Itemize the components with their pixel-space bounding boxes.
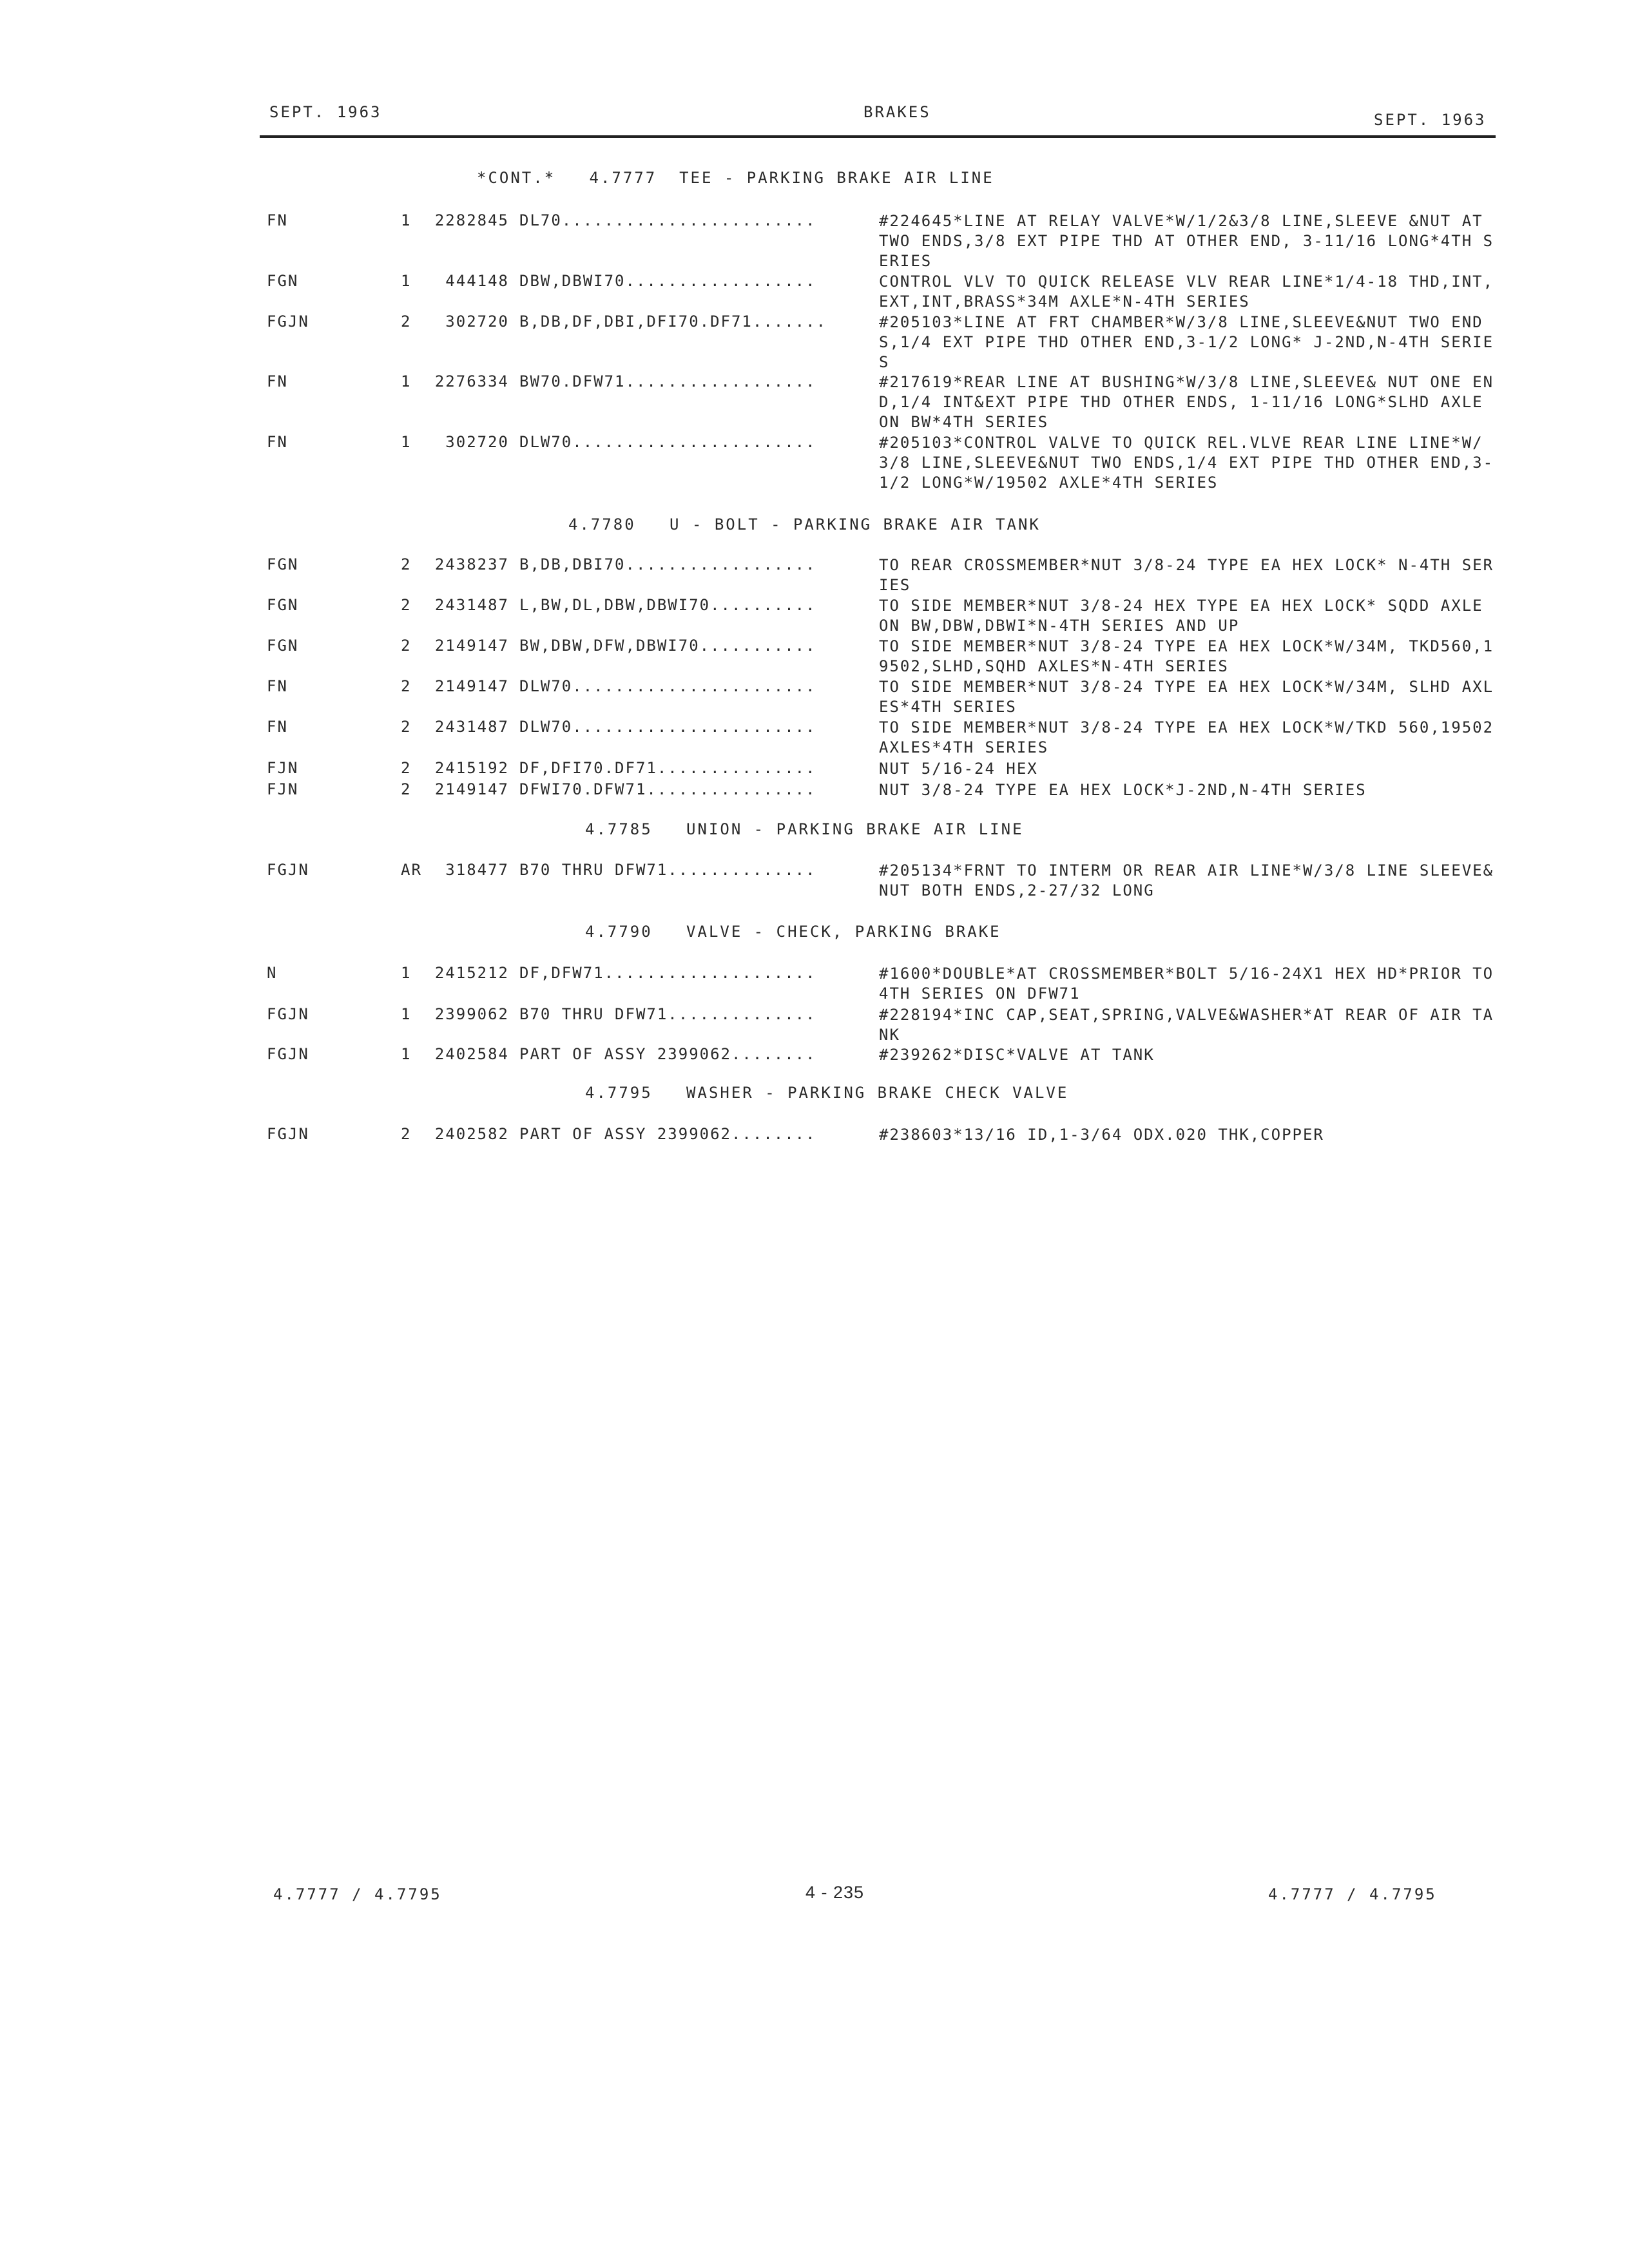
model-code: FJN: [267, 759, 299, 777]
model-applicability: B70 THRU DFW71..............: [519, 1005, 816, 1023]
model-code: FGJN: [267, 1045, 309, 1063]
part-description: #1600*DOUBLE*AT CROSSMEMBER*BOLT 5/16-24X1 HEX HD*PRIOR TO 4TH SERIES ON DFW71: [879, 965, 1494, 1003]
model-code: FN: [267, 677, 288, 695]
model-code: FN: [267, 433, 288, 451]
model-code: FGJN: [267, 1125, 309, 1143]
model-code: FGN: [267, 272, 299, 290]
part-number: 2431487: [434, 596, 509, 614]
header-rule: [260, 135, 1496, 138]
part-number: 2149147: [434, 780, 509, 798]
footer-left-range: 4.7777 / 4.7795: [273, 1885, 442, 1903]
part-description: #238603*13/16 ID,1-3/64 ODX.020 THK,COPPER: [879, 1126, 1324, 1144]
model-code: FGN: [267, 596, 299, 614]
part-description: CONTROL VLV TO QUICK RELEASE VLV REAR LINE*1/4-18 THD,INT,EXT,INT,BRASS*34M AXLE*N-4TH SERIES: [879, 273, 1494, 311]
part-number: 2399062: [434, 1005, 509, 1023]
model-applicability: B,DB,DBI70..................: [519, 555, 816, 573]
section-title: *CONT.* 4.7777 TEE - PARKING BRAKE AIR LINE: [477, 169, 994, 187]
part-number: 302720: [445, 312, 509, 331]
quantity: 2: [401, 596, 412, 614]
header-right-date: SEPT. 1963: [1374, 111, 1487, 129]
part-number: 2402582: [434, 1125, 509, 1143]
section-title: 4.7780 U - BOLT - PARKING BRAKE AIR TANK: [568, 515, 1041, 533]
quantity: 1: [401, 1005, 412, 1023]
quantity: 1: [401, 372, 412, 390]
quantity: 2: [401, 718, 412, 736]
page-number: 4 - 235: [805, 1883, 865, 1902]
quantity: 1: [401, 964, 412, 982]
footer-right-range: 4.7777 / 4.7795: [1268, 1885, 1437, 1903]
header-title: BRAKES: [863, 103, 931, 121]
part-description: #239262*DISC*VALVE AT TANK: [879, 1046, 1155, 1064]
part-description: TO SIDE MEMBER*NUT 3/8-24 HEX TYPE EA HEX LOCK* SQDD AXLE ON BW,DBW,DBWI*N-4TH SERIES AND UP: [879, 597, 1483, 635]
section-title: 4.7785 UNION - PARKING BRAKE AIR LINE: [585, 820, 1024, 838]
part-description: #205134*FRNT TO INTERM OR REAR AIR LINE*W/3/8 LINE SLEEVE&NUT BOTH ENDS,2-27/32 LONG: [879, 861, 1494, 899]
part-description: #228194*INC CAP,SEAT,SPRING,VALVE&WASHER*AT REAR OF AIR TANK: [879, 1006, 1494, 1044]
model-applicability: DFWI70.DFW71................: [519, 780, 816, 798]
quantity: 2: [401, 780, 412, 798]
quantity: 1: [401, 433, 412, 451]
part-number: 2431487: [434, 718, 509, 736]
part-number: 2149147: [434, 677, 509, 695]
model-applicability: DF,DFI70.DF71...............: [519, 759, 816, 777]
quantity: 1: [401, 1045, 412, 1063]
quantity: 2: [401, 637, 412, 655]
model-applicability: L,BW,DL,DBW,DBWI70..........: [519, 596, 816, 614]
model-code: N: [267, 964, 278, 982]
part-description: TO REAR CROSSMEMBER*NUT 3/8-24 TYPE EA HEX LOCK* N-4TH SERIES: [879, 556, 1494, 594]
model-applicability: PART OF ASSY 2399062........: [519, 1125, 816, 1143]
quantity: 2: [401, 312, 412, 331]
part-number: 444148: [445, 272, 509, 290]
model-applicability: BW70.DFW71..................: [519, 372, 816, 390]
model-applicability: DLW70.......................: [519, 677, 816, 695]
quantity: 2: [401, 677, 412, 695]
model-code: FGN: [267, 555, 299, 573]
model-code: FJN: [267, 780, 299, 798]
model-applicability: BW,DBW,DFW,DBWI70...........: [519, 637, 816, 655]
model-applicability: DF,DFW71....................: [519, 964, 816, 982]
model-applicability: B,DB,DF,DBI,DFI70.DF71.......: [519, 312, 827, 331]
model-code: FGJN: [267, 1005, 309, 1023]
part-description: #224645*LINE AT RELAY VALVE*W/1/2&3/8 LINE,SLEEVE &NUT AT TWO ENDS,3/8 EXT PIPE THD AT OTHER END, 3-11/16 LONG*4TH SERIES: [879, 212, 1494, 270]
model-applicability: PART OF ASSY 2399062........: [519, 1045, 816, 1063]
model-applicability: DLW70.......................: [519, 718, 816, 736]
part-number: 2276334: [434, 372, 509, 390]
model-applicability: DBW,DBWI70..................: [519, 272, 816, 290]
model-applicability: DL70........................: [519, 211, 816, 229]
section-title: 4.7790 VALVE - CHECK, PARKING BRAKE: [585, 923, 1001, 941]
part-description: #205103*CONTROL VALVE TO QUICK REL.VLVE REAR LINE LINE*W/3/8 LINE,SLEEVE&NUT TWO ENDS,1/4 EXT PIPE THD OTHER END,3-1/2 LONG*W/19502 AXLE*4TH SERIES: [879, 434, 1494, 492]
model-code: FN: [267, 372, 288, 390]
part-number: 2415192: [434, 759, 509, 777]
quantity: AR: [401, 861, 422, 879]
model-code: FGN: [267, 637, 299, 655]
section-title: 4.7795 WASHER - PARKING BRAKE CHECK VALVE: [585, 1084, 1069, 1102]
part-description: #217619*REAR LINE AT BUSHING*W/3/8 LINE,SLEEVE& NUT ONE END,1/4 INT&EXT PIPE THD OTHER ENDS, 1-11/16 LONG*SLHD AXLE ON BW*4TH SERIES: [879, 373, 1494, 431]
part-number: 2149147: [434, 637, 509, 655]
part-description: TO SIDE MEMBER*NUT 3/8-24 TYPE EA HEX LOCK*W/34M, SLHD AXLES*4TH SERIES: [879, 678, 1494, 716]
part-description: #205103*LINE AT FRT CHAMBER*W/3/8 LINE,SLEEVE&NUT TWO ENDS,1/4 EXT PIPE THD OTHER END,3-1/2 LONG* J-2ND,N-4TH SERIES: [879, 313, 1494, 371]
part-description: TO SIDE MEMBER*NUT 3/8-24 TYPE EA HEX LOCK*W/TKD 560,19502 AXLES*4TH SERIES: [879, 718, 1494, 756]
quantity: 2: [401, 1125, 412, 1143]
part-number: 318477: [445, 861, 509, 879]
quantity: 1: [401, 272, 412, 290]
model-code: FGJN: [267, 312, 309, 331]
model-applicability: DLW70.......................: [519, 433, 816, 451]
quantity: 1: [401, 211, 412, 229]
part-description: TO SIDE MEMBER*NUT 3/8-24 TYPE EA HEX LOCK*W/34M, TKD560,19502,SLHD,SQHD AXLES*N-4TH SERIES: [879, 637, 1494, 675]
part-number: 2415212: [434, 964, 509, 982]
model-code: FN: [267, 211, 288, 229]
part-number: 2402584: [434, 1045, 509, 1063]
part-description: NUT 5/16-24 HEX: [879, 760, 1038, 778]
model-applicability: B70 THRU DFW71..............: [519, 861, 816, 879]
part-number: 2438237: [434, 555, 509, 573]
part-description: NUT 3/8-24 TYPE EA HEX LOCK*J-2ND,N-4TH SERIES: [879, 781, 1367, 799]
header-left-date: SEPT. 1963: [269, 103, 382, 121]
part-number: 2282845: [434, 211, 509, 229]
model-code: FN: [267, 718, 288, 736]
quantity: 2: [401, 555, 412, 573]
model-code: FGJN: [267, 861, 309, 879]
part-number: 302720: [445, 433, 509, 451]
quantity: 2: [401, 759, 412, 777]
